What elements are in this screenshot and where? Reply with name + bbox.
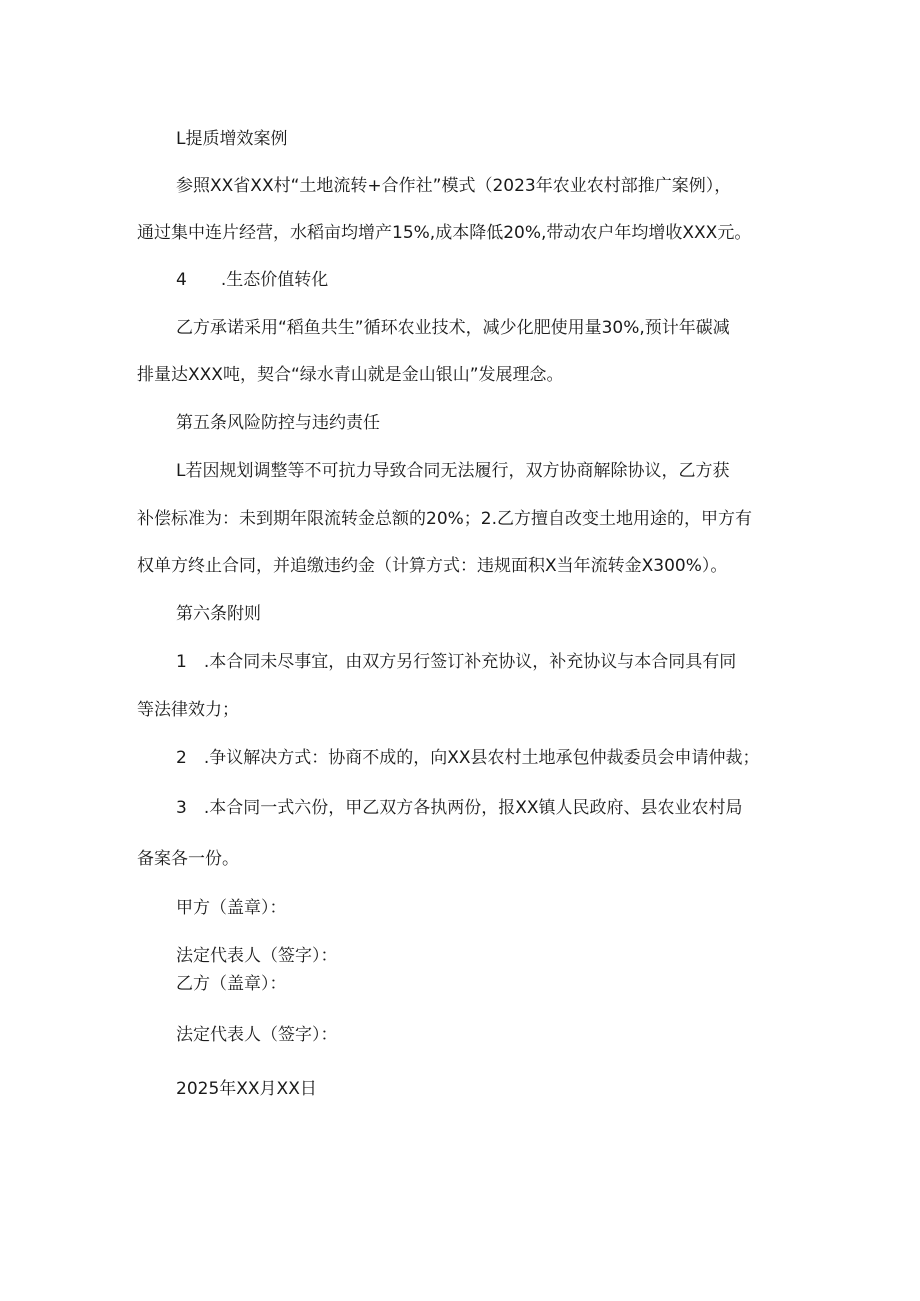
clause-2: 2 .争议解决方式：协商不成的，向XX县农村土地承包仲裁委员会申请仲裁；: [176, 748, 760, 768]
paragraph-line: 通过集中连片经营，水稻亩均增产15%,成本降低20%,带动农户年均增收XXX元。: [137, 223, 752, 243]
party-a-representative: 法定代表人（签字）：: [176, 946, 338, 966]
clause-1: 1 .本合同未尽事宜，由双方另行签订补充协议，补充协议与本合同具有同: [176, 652, 737, 672]
paragraph-line: 排量达XXX吨，契合“绿水青山就是金山银山”发展理念。: [137, 365, 564, 385]
paragraph-line: 乙方承诺采用“稻鱼共生”循环农业技术，减少化肥使用量30%,预计年碳减: [176, 318, 730, 338]
article-six-heading: 第六条附则: [176, 604, 261, 624]
signing-date: 2025年XX月XX日: [176, 1079, 317, 1099]
paragraph-line: 补偿标准为：未到期年限流转金总额的20%；2.乙方擅自改变土地用途的，甲方有: [137, 509, 753, 529]
clause-3: 3 .本合同一式六份，甲乙双方各执两份，报XX镇人民政府、县农业农村局: [176, 798, 743, 818]
section-heading-quality: L提质增效案例: [176, 129, 288, 149]
article-five-heading: 第五条风险防控与违约责任: [176, 413, 380, 433]
paragraph-line: L若因规划调整等不可抗力导致合同无法履行，双方协商解除协议，乙方获: [176, 461, 730, 481]
paragraph-line: 参照XX省XX村“土地流转+合作社”模式（2023年农业农村部推广案例），: [176, 176, 732, 196]
clause-1-continued: 等法律效力；: [137, 700, 239, 720]
party-b-representative: 法定代表人（签字）：: [176, 1025, 338, 1045]
paragraph-line: 权单方终止合同，并追缴违约金（计算方式：违规面积X当年流转金X300%）。: [137, 556, 728, 576]
party-a-seal: 甲方（盖章）：: [176, 898, 287, 918]
party-b-seal: 乙方（盖章）：: [176, 974, 287, 994]
clause-3-continued: 备案各一份。: [137, 849, 239, 869]
section-heading-ecology: 4 .生态价值转化: [176, 270, 329, 290]
